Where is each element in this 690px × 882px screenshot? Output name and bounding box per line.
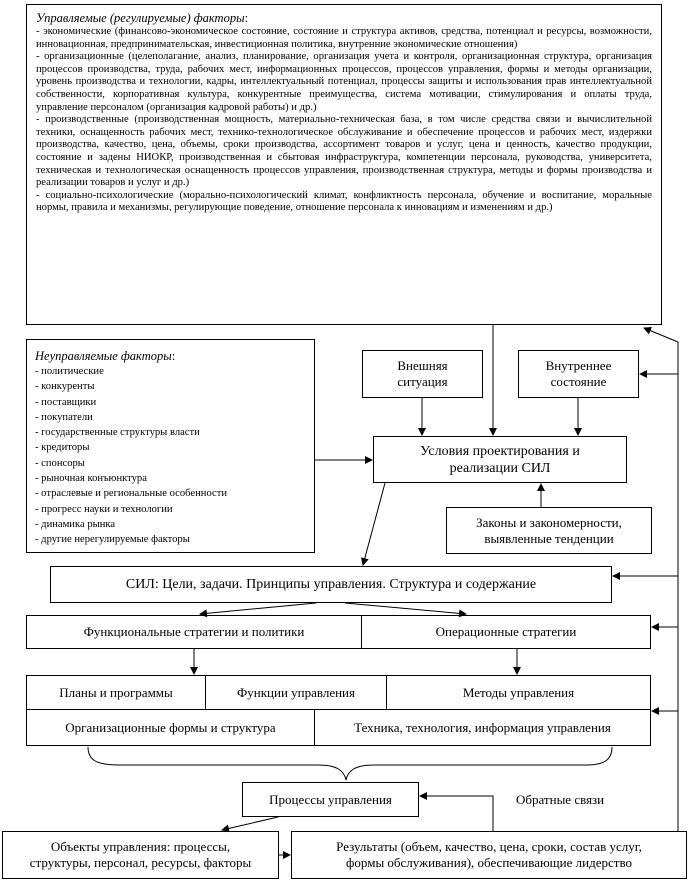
external-line1: Внешняя <box>397 358 448 373</box>
managed-production: - производственные (производственная мощность, материально-техническая база, в том числе средства связи и вычислительной техники, оснащенность рабочих мест, технико-технологическое обслуживание и обеспечение процессов и рабочих мест, издержки производства, качество, цена, объемы, сроки производства, ассортимент товаров и услуг, цена и ценность, качество продукции, состояние и задены НИОКР, производственная и сбытовая инфраструктура, компетенции персонала, руководства, университета, техническая и технологическая оснащенность процессов управления, производственная структура, методы и формы производства и реализации товаров и услуг и др.) <box>36 114 652 189</box>
conditions-line1: Условия проектирования и <box>420 443 580 459</box>
feedback-label: Обратные связи <box>516 792 605 807</box>
managed-socio-psychological: - социально-психологические (морально-психологический климат, конфликтность персонала, обучение и воспитание, моральные нормы, правила и механизмы, регулирующие поведение, отношение персонала к инновациям и изменениям и др.) <box>36 189 652 214</box>
unmanaged-item: - покупатели <box>35 411 93 423</box>
unmanaged-item: - другие нерегулируемые факторы <box>35 534 190 546</box>
unmanaged-item: - кредиторы <box>35 442 90 454</box>
internal-line2: состояние <box>550 374 607 389</box>
processes-label: Процессы управления <box>269 791 392 807</box>
unmanaged-factors-heading: Неуправляемые факторы: <box>35 349 176 363</box>
brace <box>88 747 612 780</box>
managed-factors-heading: Управляемые (регулируемые) факторы: <box>36 11 249 25</box>
results-line2: формы обслуживания), обеспечивающие лидерство <box>345 855 632 870</box>
unmanaged-item: - поставщики <box>35 396 97 408</box>
objects-line1: Объекты управления: процессы, <box>50 839 231 854</box>
org-forms-label: Организационные формы и структура <box>65 719 276 735</box>
arrow-results-to-processes <box>420 796 493 831</box>
conditions-line2: реализации СИЛ <box>449 460 551 476</box>
arrow-processes-to-objects <box>222 817 278 830</box>
laws-line2: выявленные тенденции <box>484 530 614 546</box>
laws-line1: Законы и закономерности, <box>476 514 622 530</box>
arrow-sil-to-operational <box>345 603 466 614</box>
sil-label: СИЛ: Цели, задачи. Принципы управления. Структура и содержание <box>125 577 537 592</box>
arrow-conditions-to-sil <box>363 483 385 565</box>
unmanaged-item: - спонсоры <box>35 457 85 469</box>
unmanaged-item: - динамика рынка <box>35 518 116 530</box>
managed-organizational: - организационные (целеполагание, анализ, планирование, организация учета и контроля, организационная структура, организация процессов производства, труда, рабочих мест, информационных процессов, процессов управления, формы и методы организации, уровень производства и технологии, кадры, интеллектуальный потенциал, процессы защиты и использования прав интеллектуальной собственности, корпоративная культура, конкурентные преимущества, система мотивации, стимулирования и оплаты труда, управление персоналом (организация кадровой работы) и др.) <box>36 51 652 113</box>
operational-strategies-label: Операционные стратегии <box>435 624 577 639</box>
unmanaged-item: - государственные структуры власти <box>35 427 200 439</box>
unmanaged-item: - прогресс науки и технологии <box>35 503 173 515</box>
internal-line1: Внутреннее <box>545 358 612 373</box>
functional-strategies-label: Функциональные стратегии и политики <box>83 624 305 639</box>
managed-economic: - экономические (финансово-экономическое состояние, состояние и структура активов, средства, потенциал и ресурсы, возможности, инновационная, предпринимательская, инвестиционная политика, внутренние экономические отношения) <box>36 26 652 50</box>
objects-line2: структуры, персонал, ресурсы, факторы <box>29 855 252 870</box>
unmanaged-item: - конкуренты <box>35 381 95 393</box>
methods-label: Методы управления <box>462 684 575 700</box>
unmanaged-item: - рыночная конъюнктура <box>35 473 147 485</box>
feedback-to-managed <box>644 328 678 342</box>
unmanaged-item: - отраслевые и региональные особенности <box>35 488 228 500</box>
functions-label: Функции управления <box>236 684 355 700</box>
unmanaged-item: - политические <box>35 366 104 377</box>
results-line1: Результаты (объем, качество, цена, сроки, состав услуг, <box>336 839 642 854</box>
arrow-sil-to-functional <box>200 603 316 614</box>
external-line2: ситуация <box>397 374 448 389</box>
technology-label: Техника, технология, информация управления <box>354 719 611 735</box>
plans-label: Планы и программы <box>59 684 173 700</box>
